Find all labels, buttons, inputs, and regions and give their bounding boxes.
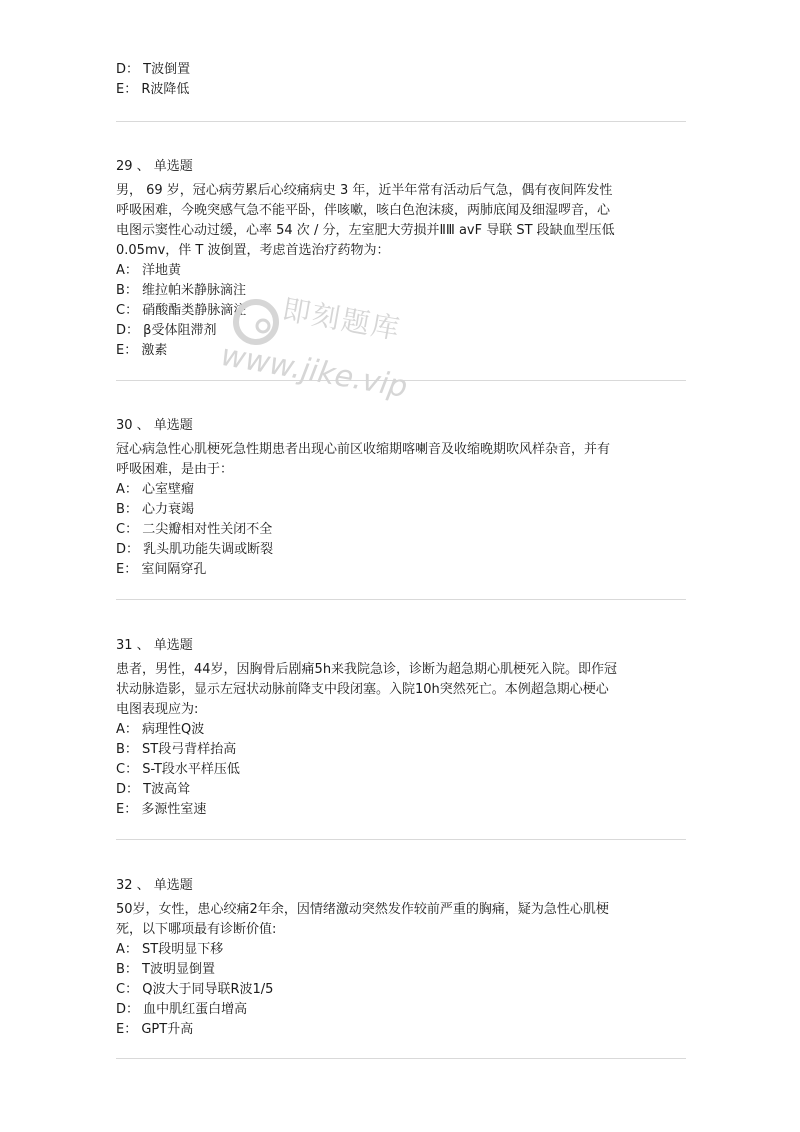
option-e: E： 多源性室速 xyxy=(116,802,207,817)
separator xyxy=(116,599,686,600)
stem-line: 患者，男性，44岁，因胸骨后剧痛5h来我院急诊，诊断为超急期心肌梗死入院。即作冠 xyxy=(116,662,618,677)
prev-question-options xyxy=(116,60,190,100)
option-e: E： R波降低 xyxy=(116,82,190,97)
stem-line: 电图表现应为: xyxy=(116,702,199,717)
separator xyxy=(116,121,686,122)
option-a: A： 洋地黄 xyxy=(116,263,182,278)
option-d: D： β受体阻滞剂 xyxy=(116,323,217,338)
option-c: C： 硝酸酯类静脉滴注 xyxy=(116,303,247,318)
stem-line: 呼吸困难，今晚突感气急不能平卧，伴咳嗽，咳白色泡沫痰，两肺底闻及细湿啰音，心 xyxy=(116,203,611,218)
stem-line: 男， 69 岁，冠心病劳累后心绞痛病史 3 年，近半年常有活动后气急，偶有夜间阵发性 xyxy=(116,183,613,198)
option-d: D： T波高耸 xyxy=(116,782,191,797)
option-d: D： 血中肌红蛋白增高 xyxy=(116,1002,248,1017)
question-29 xyxy=(116,157,684,361)
question-32 xyxy=(116,876,684,1040)
question-header: 31 、 单选题 xyxy=(116,638,193,653)
question-stem xyxy=(116,660,684,720)
watermark-url: www.jike.vip xyxy=(218,337,411,406)
stem-line: 50岁，女性，患心绞痛2年余，因情绪激动突然发作较前严重的胸痛，疑为急性心肌梗 xyxy=(116,902,609,917)
option-d: D： 乳头肌功能失调或断裂 xyxy=(116,542,274,557)
stem-line: 冠心病急性心肌梗死急性期患者出现心前区收缩期喀喇音及收缩晚期吹风样杂音，并有 xyxy=(116,442,611,457)
option-a: A： 病理性Q波 xyxy=(116,722,205,737)
question-stem xyxy=(116,440,684,480)
option-a: A： 心室壁瘤 xyxy=(116,482,195,497)
question-stem xyxy=(116,900,684,940)
question-30 xyxy=(116,416,684,580)
separator xyxy=(116,839,686,840)
option-b: B： 心力衰竭 xyxy=(116,502,195,517)
separator xyxy=(116,380,686,381)
question-header: 32 、 单选题 xyxy=(116,878,193,893)
option-c: C： S-T段水平样压低 xyxy=(116,762,240,777)
watermark-cn: 即刻题库 xyxy=(279,292,404,347)
option-b: B： ST段弓背样抬高 xyxy=(116,742,237,757)
option-a: A： ST段明显下移 xyxy=(116,942,224,957)
question-stem xyxy=(116,181,684,261)
stem-line: 0.05mv，伴 T 波倒置，考虑首选治疗药物为： xyxy=(116,243,390,258)
option-e: E： GPT升高 xyxy=(116,1022,194,1037)
option-b: B： T波明显倒置 xyxy=(116,962,215,977)
stem-line: 电图示窦性心动过缓，心率 54 次 / 分，左室肥大劳损并ⅡⅢ avF 导联 ST 段缺血型压低 xyxy=(116,223,615,238)
option-d: D： T波倒置 xyxy=(116,62,191,77)
question-header: 29 、 单选题 xyxy=(116,159,193,174)
option-b: B： 维拉帕米静脉滴注 xyxy=(116,283,247,298)
option-c: C： 二尖瓣相对性关闭不全 xyxy=(116,522,273,537)
question-header: 30 、 单选题 xyxy=(116,418,193,433)
stem-line: 状动脉造影，显示左冠状动脉前降支中段闭塞。入院10h突然死亡。本例超急期心梗心 xyxy=(116,682,609,697)
option-c: C： Q波大于同导联R波1/5 xyxy=(116,982,274,997)
stem-line: 呼吸困难，是由于： xyxy=(116,462,234,477)
separator xyxy=(116,1058,686,1059)
question-31 xyxy=(116,636,684,820)
option-e: E： 室间隔穿孔 xyxy=(116,562,207,577)
stem-line: 死，以下哪项最有诊断价值: xyxy=(116,922,277,937)
option-e: E： 激素 xyxy=(116,343,168,358)
